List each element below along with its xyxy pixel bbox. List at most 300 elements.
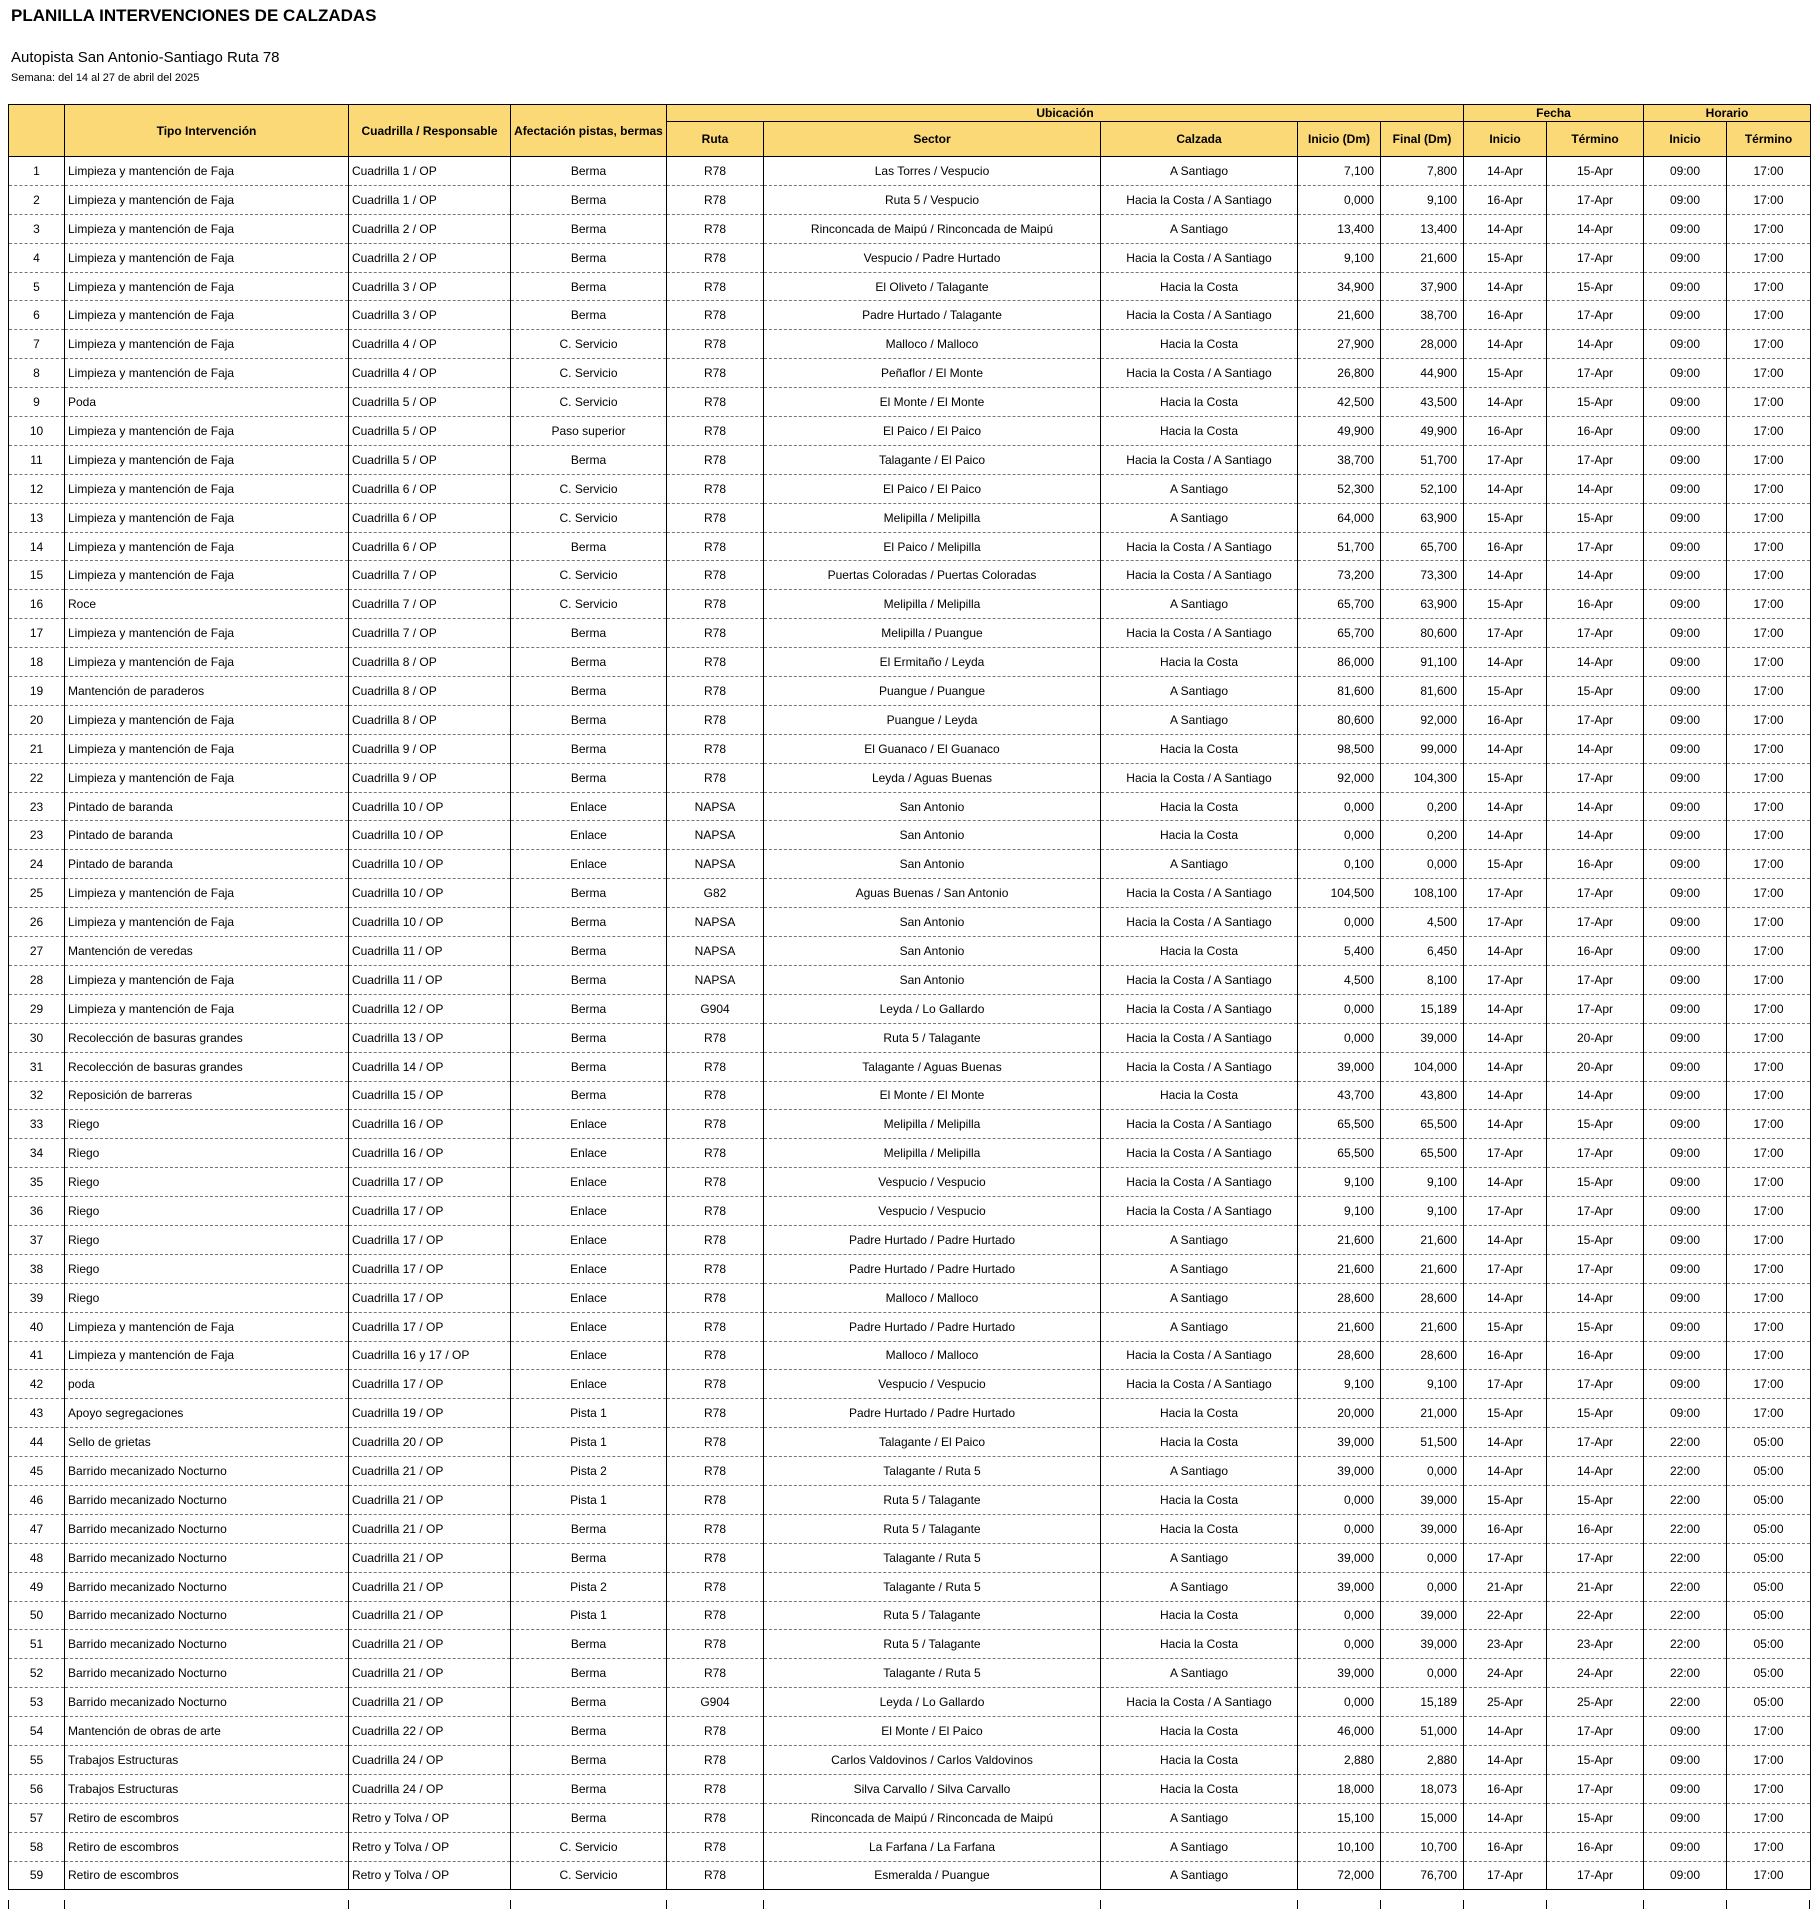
hora-termino-cell: 17:00 [1727, 1254, 1811, 1283]
afectacion-cell: Pista 1 [511, 1485, 667, 1514]
hora-inicio-cell: 09:00 [1644, 1774, 1727, 1803]
sector-cell: Padre Hurtado / Padre Hurtado [764, 1254, 1101, 1283]
afectacion-cell: Berma [511, 619, 667, 648]
row-number: 57 [9, 1803, 65, 1832]
final-dm-cell: 63,900 [1381, 590, 1464, 619]
fecha-termino-cell: 14-Apr [1547, 648, 1644, 677]
ruta-cell: R78 [667, 1081, 764, 1110]
inicio-dm-cell: 80,600 [1298, 705, 1381, 734]
fecha-termino-cell: 15-Apr [1547, 1399, 1644, 1428]
calzada-cell: A Santiago [1101, 474, 1298, 503]
fecha-termino-cell: 17-Apr [1547, 1774, 1644, 1803]
calzada-cell: Hacia la Costa [1101, 1745, 1298, 1774]
sector-cell: Talagante / Ruta 5 [764, 1543, 1101, 1572]
final-dm-cell: 49,900 [1381, 417, 1464, 446]
fecha-termino-cell: 17-Apr [1547, 1139, 1644, 1168]
table-row [9, 532, 1811, 561]
hora-inicio-cell: 09:00 [1644, 561, 1727, 590]
calzada-cell: Hacia la Costa / A Santiago [1101, 1110, 1298, 1139]
calzada-cell: Hacia la Costa / A Santiago [1101, 1023, 1298, 1052]
cuadrilla-cell: Cuadrilla 1 / OP [349, 185, 511, 214]
row-number: 7 [9, 330, 65, 359]
hora-inicio-cell: 09:00 [1644, 301, 1727, 330]
fecha-termino-cell: 15-Apr [1547, 1110, 1644, 1139]
cuadrilla-cell: Cuadrilla 21 / OP [349, 1659, 511, 1688]
calzada-cell: A Santiago [1101, 1832, 1298, 1861]
fecha-inicio-cell: 15-Apr [1464, 590, 1547, 619]
hora-inicio-cell: 09:00 [1644, 1254, 1727, 1283]
calzada-cell: A Santiago [1101, 1543, 1298, 1572]
hora-inicio-cell: 22:00 [1644, 1688, 1727, 1717]
fecha-inicio-cell: 14-Apr [1464, 1283, 1547, 1312]
cuadrilla-cell: Cuadrilla 10 / OP [349, 879, 511, 908]
afectacion-cell: Berma [511, 532, 667, 561]
sector-cell: Talagante / El Paico [764, 445, 1101, 474]
table-row [9, 879, 1811, 908]
hora-inicio-cell: 09:00 [1644, 388, 1727, 417]
fecha-inicio-cell: 15-Apr [1464, 359, 1547, 388]
sector-cell: Talagante / Ruta 5 [764, 1572, 1101, 1601]
hora-termino-cell: 17:00 [1727, 763, 1811, 792]
tick-mark [1100, 1900, 1101, 1909]
fecha-inicio-cell: 14-Apr [1464, 648, 1547, 677]
table-row [9, 1225, 1811, 1254]
tick-mark [64, 1900, 65, 1909]
tipo-cell: Limpieza y mantención de Faja [65, 157, 349, 186]
inicio-dm-cell: 0,000 [1298, 994, 1381, 1023]
fecha-termino-cell: 14-Apr [1547, 821, 1644, 850]
sector-cell: Malloco / Malloco [764, 1341, 1101, 1370]
afectacion-cell: Enlace [511, 1341, 667, 1370]
inicio-dm-cell: 0,000 [1298, 185, 1381, 214]
calzada-cell: A Santiago [1101, 1254, 1298, 1283]
ruta-cell: R78 [667, 359, 764, 388]
hora-inicio-cell: 09:00 [1644, 1052, 1727, 1081]
sector-cell: Ruta 5 / Vespucio [764, 185, 1101, 214]
final-dm-cell: 104,300 [1381, 763, 1464, 792]
afectacion-cell: Enlace [511, 821, 667, 850]
hora-inicio-cell: 09:00 [1644, 879, 1727, 908]
fecha-inicio-cell: 17-Apr [1464, 908, 1547, 937]
cuadrilla-cell: Cuadrilla 17 / OP [349, 1283, 511, 1312]
ruta-cell: R78 [667, 734, 764, 763]
sector-cell: Leyda / Lo Gallardo [764, 1688, 1101, 1717]
table-row [9, 474, 1811, 503]
cuadrilla-cell: Cuadrilla 7 / OP [349, 619, 511, 648]
row-number: 6 [9, 301, 65, 330]
cuadrilla-cell: Cuadrilla 7 / OP [349, 561, 511, 590]
fecha-inicio-cell: 17-Apr [1464, 879, 1547, 908]
col-final-dm-header: Final (Dm) [1381, 122, 1464, 157]
row-number: 54 [9, 1717, 65, 1746]
table-row [9, 648, 1811, 677]
fecha-termino-cell: 17-Apr [1547, 1717, 1644, 1746]
calzada-cell: Hacia la Costa [1101, 1601, 1298, 1630]
inicio-dm-cell: 46,000 [1298, 1717, 1381, 1746]
sector-cell: Peñaflor / El Monte [764, 359, 1101, 388]
calzada-cell: Hacia la Costa [1101, 1717, 1298, 1746]
tipo-cell: Mantención de obras de arte [65, 1717, 349, 1746]
fecha-inicio-cell: 15-Apr [1464, 243, 1547, 272]
final-dm-cell: 39,000 [1381, 1023, 1464, 1052]
row-number: 46 [9, 1485, 65, 1514]
afectacion-cell: Berma [511, 734, 667, 763]
table-row [9, 1601, 1811, 1630]
tick-mark [1726, 1900, 1727, 1909]
row-number: 23 [9, 792, 65, 821]
inicio-dm-cell: 86,000 [1298, 648, 1381, 677]
interventions-table [8, 104, 1811, 1890]
row-number: 5 [9, 272, 65, 301]
fecha-inicio-cell: 21-Apr [1464, 1572, 1547, 1601]
tipo-cell: Limpieza y mantención de Faja [65, 272, 349, 301]
cuadrilla-cell: Cuadrilla 19 / OP [349, 1399, 511, 1428]
fecha-termino-cell: 15-Apr [1547, 1225, 1644, 1254]
final-dm-cell: 9,100 [1381, 1197, 1464, 1226]
table-row [9, 1659, 1811, 1688]
tick-mark [348, 1900, 349, 1909]
hora-termino-cell: 17:00 [1727, 330, 1811, 359]
fecha-inicio-cell: 14-Apr [1464, 1110, 1547, 1139]
tipo-cell: Limpieza y mantención de Faja [65, 648, 349, 677]
hora-termino-cell: 17:00 [1727, 503, 1811, 532]
hora-termino-cell: 17:00 [1727, 677, 1811, 706]
ruta-cell: R78 [667, 1428, 764, 1457]
document-title: PLANILLA INTERVENCIONES DE CALZADAS [11, 6, 377, 25]
hora-inicio-cell: 22:00 [1644, 1514, 1727, 1543]
ruta-cell: R78 [667, 1139, 764, 1168]
sector-cell: San Antonio [764, 850, 1101, 879]
final-dm-cell: 91,100 [1381, 648, 1464, 677]
row-number: 16 [9, 590, 65, 619]
cuadrilla-cell: Cuadrilla 8 / OP [349, 677, 511, 706]
tipo-cell: Pintado de baranda [65, 850, 349, 879]
final-dm-cell: 4,500 [1381, 908, 1464, 937]
fecha-inicio-cell: 16-Apr [1464, 301, 1547, 330]
fecha-inicio-cell: 15-Apr [1464, 850, 1547, 879]
hora-inicio-cell: 09:00 [1644, 1370, 1727, 1399]
calzada-cell: A Santiago [1101, 590, 1298, 619]
hora-termino-cell: 17:00 [1727, 301, 1811, 330]
afectacion-cell: Berma [511, 1745, 667, 1774]
calzada-cell: A Santiago [1101, 1861, 1298, 1890]
ruta-cell: R78 [667, 1861, 764, 1890]
hora-inicio-cell: 22:00 [1644, 1659, 1727, 1688]
fecha-inicio-cell: 15-Apr [1464, 503, 1547, 532]
hora-inicio-cell: 09:00 [1644, 474, 1727, 503]
sector-cell: San Antonio [764, 937, 1101, 966]
fecha-termino-cell: 17-Apr [1547, 301, 1644, 330]
sector-cell: Malloco / Malloco [764, 330, 1101, 359]
tipo-cell: Limpieza y mantención de Faja [65, 561, 349, 590]
fecha-termino-cell: 17-Apr [1547, 965, 1644, 994]
inicio-dm-cell: 21,600 [1298, 1225, 1381, 1254]
sector-cell: El Monte / El Monte [764, 1081, 1101, 1110]
sector-cell: Aguas Buenas / San Antonio [764, 879, 1101, 908]
inicio-dm-cell: 65,700 [1298, 590, 1381, 619]
inicio-dm-cell: 21,600 [1298, 1312, 1381, 1341]
fecha-termino-cell: 20-Apr [1547, 1023, 1644, 1052]
hora-inicio-cell: 09:00 [1644, 734, 1727, 763]
row-number: 9 [9, 388, 65, 417]
cuadrilla-cell: Cuadrilla 21 / OP [349, 1601, 511, 1630]
final-dm-cell: 37,900 [1381, 272, 1464, 301]
row-number: 30 [9, 1023, 65, 1052]
fecha-inicio-cell: 14-Apr [1464, 792, 1547, 821]
ruta-cell: R78 [667, 1572, 764, 1601]
fecha-inicio-cell: 16-Apr [1464, 1514, 1547, 1543]
ruta-cell: R78 [667, 1485, 764, 1514]
inicio-dm-cell: 0,000 [1298, 1601, 1381, 1630]
hora-termino-cell: 17:00 [1727, 1283, 1811, 1312]
cuadrilla-cell: Cuadrilla 21 / OP [349, 1630, 511, 1659]
hora-inicio-cell: 09:00 [1644, 1341, 1727, 1370]
tipo-cell: Riego [65, 1168, 349, 1197]
fecha-inicio-cell: 16-Apr [1464, 532, 1547, 561]
hora-termino-cell: 17:00 [1727, 1832, 1811, 1861]
fecha-termino-cell: 17-Apr [1547, 763, 1644, 792]
hora-termino-cell: 17:00 [1727, 1399, 1811, 1428]
afectacion-cell: Enlace [511, 1168, 667, 1197]
row-number: 4 [9, 243, 65, 272]
row-number: 41 [9, 1341, 65, 1370]
row-number: 3 [9, 214, 65, 243]
cuadrilla-cell: Cuadrilla 16 y 17 / OP [349, 1341, 511, 1370]
row-number: 28 [9, 965, 65, 994]
hora-inicio-cell: 22:00 [1644, 1601, 1727, 1630]
cuadrilla-cell: Cuadrilla 24 / OP [349, 1774, 511, 1803]
hora-inicio-cell: 09:00 [1644, 1803, 1727, 1832]
tipo-cell: Recolección de basuras grandes [65, 1052, 349, 1081]
hora-inicio-cell: 09:00 [1644, 850, 1727, 879]
tipo-cell: Riego [65, 1139, 349, 1168]
cuadrilla-cell: Cuadrilla 5 / OP [349, 388, 511, 417]
tick-mark [666, 1900, 667, 1909]
inicio-dm-cell: 21,600 [1298, 301, 1381, 330]
calzada-cell: Hacia la Costa [1101, 272, 1298, 301]
hora-termino-cell: 17:00 [1727, 821, 1811, 850]
hora-termino-cell: 17:00 [1727, 705, 1811, 734]
sector-cell: Talagante / Ruta 5 [764, 1457, 1101, 1486]
ruta-cell: R78 [667, 1312, 764, 1341]
cuadrilla-cell: Cuadrilla 10 / OP [349, 908, 511, 937]
table-row [9, 1197, 1811, 1226]
ruta-cell: R78 [667, 1254, 764, 1283]
inicio-dm-cell: 39,000 [1298, 1457, 1381, 1486]
final-dm-cell: 6,450 [1381, 937, 1464, 966]
ruta-cell: G904 [667, 994, 764, 1023]
calzada-cell: A Santiago [1101, 1312, 1298, 1341]
tipo-cell: Barrido mecanizado Nocturno [65, 1630, 349, 1659]
afectacion-cell: Berma [511, 1052, 667, 1081]
final-dm-cell: 8,100 [1381, 965, 1464, 994]
table-row [9, 243, 1811, 272]
final-dm-cell: 0,000 [1381, 1659, 1464, 1688]
group-fecha-header: Fecha [1464, 105, 1644, 122]
fecha-termino-cell: 17-Apr [1547, 705, 1644, 734]
col-hora-inicio-header: Inicio [1644, 122, 1727, 157]
calzada-cell: Hacia la Costa / A Santiago [1101, 879, 1298, 908]
afectacion-cell: Berma [511, 937, 667, 966]
calzada-cell: A Santiago [1101, 1572, 1298, 1601]
tipo-cell: Sello de grietas [65, 1428, 349, 1457]
row-number: 43 [9, 1399, 65, 1428]
cuadrilla-cell: Cuadrilla 17 / OP [349, 1197, 511, 1226]
ruta-cell: R78 [667, 243, 764, 272]
calzada-cell: A Santiago [1101, 1659, 1298, 1688]
inicio-dm-cell: 21,600 [1298, 1254, 1381, 1283]
fecha-termino-cell: 16-Apr [1547, 1514, 1644, 1543]
hora-termino-cell: 17:00 [1727, 1225, 1811, 1254]
fecha-termino-cell: 25-Apr [1547, 1688, 1644, 1717]
sector-cell: La Farfana / La Farfana [764, 1832, 1101, 1861]
inicio-dm-cell: 38,700 [1298, 445, 1381, 474]
fecha-inicio-cell: 16-Apr [1464, 417, 1547, 446]
fecha-inicio-cell: 15-Apr [1464, 763, 1547, 792]
row-number: 35 [9, 1168, 65, 1197]
ruta-cell: R78 [667, 272, 764, 301]
calzada-cell: Hacia la Costa / A Santiago [1101, 185, 1298, 214]
tick-mark [1643, 1900, 1644, 1909]
fecha-inicio-cell: 17-Apr [1464, 965, 1547, 994]
calzada-cell: Hacia la Costa / A Santiago [1101, 445, 1298, 474]
table-row [9, 214, 1811, 243]
fecha-inicio-cell: 16-Apr [1464, 1774, 1547, 1803]
ruta-cell: R78 [667, 185, 764, 214]
sector-cell: El Paico / El Paico [764, 474, 1101, 503]
row-number: 27 [9, 937, 65, 966]
row-number: 59 [9, 1861, 65, 1890]
calzada-cell: Hacia la Costa [1101, 1399, 1298, 1428]
cuadrilla-cell: Cuadrilla 13 / OP [349, 1023, 511, 1052]
calzada-cell: Hacia la Costa [1101, 1485, 1298, 1514]
inicio-dm-cell: 9,100 [1298, 243, 1381, 272]
cuadrilla-cell: Cuadrilla 17 / OP [349, 1254, 511, 1283]
final-dm-cell: 15,189 [1381, 1688, 1464, 1717]
table-row [9, 1023, 1811, 1052]
fecha-termino-cell: 17-Apr [1547, 359, 1644, 388]
final-dm-cell: 52,100 [1381, 474, 1464, 503]
fecha-termino-cell: 15-Apr [1547, 388, 1644, 417]
hora-inicio-cell: 09:00 [1644, 1717, 1727, 1746]
fecha-inicio-cell: 17-Apr [1464, 1543, 1547, 1572]
table-row [9, 1514, 1811, 1543]
hora-inicio-cell: 09:00 [1644, 1023, 1727, 1052]
hora-inicio-cell: 09:00 [1644, 994, 1727, 1023]
hora-termino-cell: 17:00 [1727, 474, 1811, 503]
row-number: 50 [9, 1601, 65, 1630]
final-dm-cell: 108,100 [1381, 879, 1464, 908]
inicio-dm-cell: 49,900 [1298, 417, 1381, 446]
row-number: 8 [9, 359, 65, 388]
calzada-cell: Hacia la Costa / A Santiago [1101, 1341, 1298, 1370]
hora-inicio-cell: 09:00 [1644, 792, 1727, 821]
hora-inicio-cell: 09:00 [1644, 1225, 1727, 1254]
calzada-cell: Hacia la Costa / A Santiago [1101, 1168, 1298, 1197]
hora-inicio-cell: 09:00 [1644, 937, 1727, 966]
hora-inicio-cell: 09:00 [1644, 417, 1727, 446]
hora-inicio-cell: 09:00 [1644, 821, 1727, 850]
calzada-cell: A Santiago [1101, 1283, 1298, 1312]
ruta-cell: R78 [667, 532, 764, 561]
inicio-dm-cell: 18,000 [1298, 1774, 1381, 1803]
afectacion-cell: Berma [511, 648, 667, 677]
hora-inicio-cell: 09:00 [1644, 1197, 1727, 1226]
sector-cell: Ruta 5 / Talagante [764, 1630, 1101, 1659]
tipo-cell: Barrido mecanizado Nocturno [65, 1572, 349, 1601]
fecha-termino-cell: 15-Apr [1547, 677, 1644, 706]
final-dm-cell: 10,700 [1381, 1832, 1464, 1861]
table-row [9, 1717, 1811, 1746]
afectacion-cell: Berma [511, 1630, 667, 1659]
calzada-cell: Hacia la Costa / A Santiago [1101, 619, 1298, 648]
final-dm-cell: 43,800 [1381, 1081, 1464, 1110]
table-row [9, 705, 1811, 734]
final-dm-cell: 9,100 [1381, 1168, 1464, 1197]
ruta-cell: R78 [667, 1659, 764, 1688]
table-row [9, 763, 1811, 792]
row-number: 55 [9, 1745, 65, 1774]
fecha-termino-cell: 23-Apr [1547, 1630, 1644, 1659]
fecha-termino-cell: 17-Apr [1547, 243, 1644, 272]
hora-inicio-cell: 09:00 [1644, 1110, 1727, 1139]
hora-inicio-cell: 09:00 [1644, 1861, 1727, 1890]
cuadrilla-cell: Cuadrilla 21 / OP [349, 1485, 511, 1514]
row-number: 51 [9, 1630, 65, 1659]
table-row [9, 850, 1811, 879]
tipo-cell: Limpieza y mantención de Faja [65, 879, 349, 908]
afectacion-cell: Berma [511, 705, 667, 734]
final-dm-cell: 28,000 [1381, 330, 1464, 359]
hora-termino-cell: 17:00 [1727, 214, 1811, 243]
sector-cell: Vespucio / Vespucio [764, 1168, 1101, 1197]
table-row [9, 994, 1811, 1023]
final-dm-cell: 21,600 [1381, 1312, 1464, 1341]
hora-termino-cell: 05:00 [1727, 1630, 1811, 1659]
tick-mark [763, 1900, 764, 1909]
cuadrilla-cell: Cuadrilla 17 / OP [349, 1168, 511, 1197]
sector-cell: Vespucio / Vespucio [764, 1370, 1101, 1399]
table-row [9, 1861, 1811, 1890]
hora-termino-cell: 17:00 [1727, 619, 1811, 648]
final-dm-cell: 21,600 [1381, 1225, 1464, 1254]
cuadrilla-cell: Cuadrilla 20 / OP [349, 1428, 511, 1457]
row-number: 53 [9, 1688, 65, 1717]
afectacion-cell: Berma [511, 908, 667, 937]
final-dm-cell: 51,500 [1381, 1428, 1464, 1457]
tipo-cell: Barrido mecanizado Nocturno [65, 1485, 349, 1514]
fecha-termino-cell: 14-Apr [1547, 214, 1644, 243]
ruta-cell: R78 [667, 1110, 764, 1139]
ruta-cell: R78 [667, 1399, 764, 1428]
afectacion-cell: C. Servicio [511, 359, 667, 388]
table-row [9, 908, 1811, 937]
row-number: 11 [9, 445, 65, 474]
hora-termino-cell: 17:00 [1727, 157, 1811, 186]
fecha-termino-cell: 17-Apr [1547, 1428, 1644, 1457]
afectacion-cell: C. Servicio [511, 330, 667, 359]
afectacion-cell: Enlace [511, 1225, 667, 1254]
inicio-dm-cell: 81,600 [1298, 677, 1381, 706]
fecha-termino-cell: 14-Apr [1547, 561, 1644, 590]
inicio-dm-cell: 0,000 [1298, 1688, 1381, 1717]
hora-inicio-cell: 09:00 [1644, 1168, 1727, 1197]
sector-cell: Padre Hurtado / Padre Hurtado [764, 1399, 1101, 1428]
tipo-cell: Pintado de baranda [65, 821, 349, 850]
table-row [9, 1688, 1811, 1717]
hora-termino-cell: 17:00 [1727, 965, 1811, 994]
table-row [9, 792, 1811, 821]
